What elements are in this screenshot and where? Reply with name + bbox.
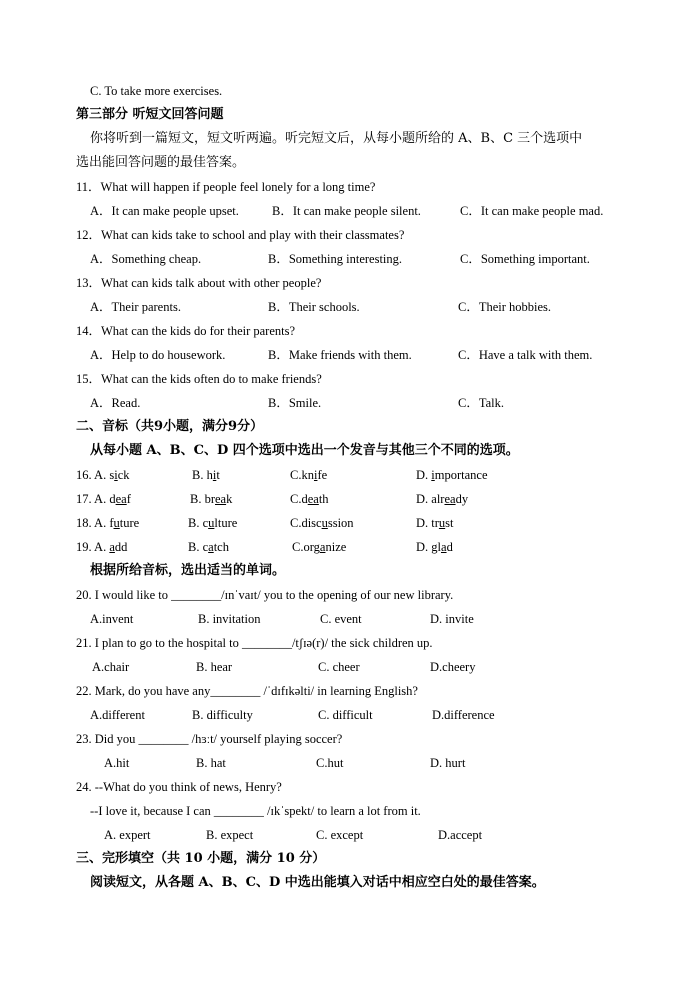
q24-option-b: B. expect [206, 828, 254, 842]
section-3-title: 三、完形填空（共 10 小题，满分 10 分） [76, 851, 326, 866]
q15-option-b: B．Smile. [268, 396, 322, 410]
section-2-instruction-2: 根据所给音标，选出适当的单词。 [90, 563, 286, 578]
q22-option-b: B. difficulty [192, 708, 253, 722]
q24-option-c: C. except [316, 828, 364, 842]
q11-option-c: C．It can make people mad. [460, 204, 604, 218]
q19-option-c: C.organize [292, 540, 347, 554]
q22-option-c: C. difficult [318, 708, 373, 722]
q14-option-b: B．Make friends with them. [268, 348, 412, 362]
question-22: 22. Mark, do you have any________ /ˈdɪfɪkəlti/ in learning English? [76, 684, 418, 698]
q19-option-b: B. catch [188, 540, 229, 554]
q20-option-c: C. event [320, 612, 362, 626]
q15-option-a: A．Read. [90, 396, 141, 410]
question-14: 14．What can the kids do for their parents? [76, 324, 296, 338]
q12-option-a: A．Something cheap. [90, 252, 202, 266]
q21-option-b: B. hear [196, 660, 233, 674]
q20-option-b: B. invitation [198, 612, 261, 626]
q13-option-a: A．Their parents. [90, 300, 181, 314]
q21-option-c: C. cheer [318, 660, 360, 674]
question-17: 17. A. deaf [76, 492, 131, 506]
part3-instruction-2: 选出能回答问题的最佳答案。 [76, 155, 246, 170]
question-16: 16. A. sick [76, 468, 130, 482]
q22-option-d: D.difference [432, 708, 495, 722]
question-18: 18. A. future [76, 516, 140, 530]
q11-option-a: A．It can make people upset. [90, 204, 239, 218]
q17-option-b: B. break [190, 492, 233, 506]
q23-option-b: B. hat [196, 756, 226, 770]
question-13: 13．What can kids talk about with other people? [76, 276, 322, 290]
q18-option-c: C.discussion [290, 516, 354, 530]
q23-option-a: A.hit [104, 756, 130, 770]
q11-option-b: B．It can make people silent. [272, 204, 421, 218]
q12-option-c: C．Something important. [460, 252, 590, 266]
q21-option-a: A.chair [92, 660, 130, 674]
question-23: 23. Did you ________ /hɜːt/ yourself playing soccer? [76, 732, 343, 746]
q16-option-b: B. hit [192, 468, 220, 482]
q20-option-d: D. invite [430, 612, 474, 626]
q22-option-a: A.different [90, 708, 145, 722]
section-3-instruction: 阅读短文，从各题 A、B、C、D 中选出能填入对话中相应空白处的最佳答案。 [90, 875, 545, 890]
q20-option-a: A.invent [90, 612, 134, 626]
q18-option-d: D. trust [416, 516, 454, 530]
q23-option-d: D. hurt [430, 756, 466, 770]
q13-option-b: B．Their schools. [268, 300, 360, 314]
q17-option-d: D. already [416, 492, 469, 506]
section-2-title: 二、音标（共9小题，满分9分） [76, 419, 264, 434]
question-12: 12．What can kids take to school and play with their classmates? [76, 228, 405, 242]
q24-option-d: D.accept [438, 828, 483, 842]
q14-option-a: A．Help to do housework. [90, 348, 226, 362]
question-20: 20. I would like to ________/ɪnˈvaɪt/ you to the opening of our new library. [76, 588, 454, 602]
question-24-reply: --I love it, because I can ________ /ɪkˈspekt/ to learn a lot from it. [90, 804, 421, 818]
q10-option-c: C. To take more exercises. [90, 84, 223, 98]
question-24: 24. --What do you think of news, Henry? [76, 780, 282, 794]
question-21: 21. I plan to go to the hospital to ________/tʃɪə(r)/ the sick children up. [76, 636, 433, 650]
q24-option-a: A. expert [104, 828, 151, 842]
q16-option-d: D. importance [416, 468, 488, 482]
q16-option-c: C.knife [290, 468, 328, 482]
part3-title: 第三部分 听短文回答问题 [76, 107, 224, 122]
section-2-instruction-1: 从每小题 A、B、C、D 四个选项中选出一个发音与其他三个不同的选项。 [90, 443, 519, 458]
question-11: 11．What will happen if people feel lonely for a long time? [76, 180, 376, 194]
question-15: 15．What can the kids often do to make friends? [76, 372, 322, 386]
q14-option-c: C．Have a talk with them. [458, 348, 593, 362]
question-19: 19. A. add [76, 540, 128, 554]
part3-instruction-1: 你将听到一篇短文，短文听两遍。听完短文后，从每小题所给的 A、B、C 三个选项中 [90, 131, 583, 146]
q19-option-d: D. glad [416, 540, 453, 554]
q12-option-b: B．Something interesting. [268, 252, 403, 266]
q17-option-c: C.death [290, 492, 329, 506]
q13-option-c: C．Their hobbies. [458, 300, 552, 314]
q15-option-c: C．Talk. [458, 396, 504, 410]
q18-option-b: B. culture [188, 516, 238, 530]
q23-option-c: C.hut [316, 756, 344, 770]
q21-option-d: D.cheery [430, 660, 476, 674]
